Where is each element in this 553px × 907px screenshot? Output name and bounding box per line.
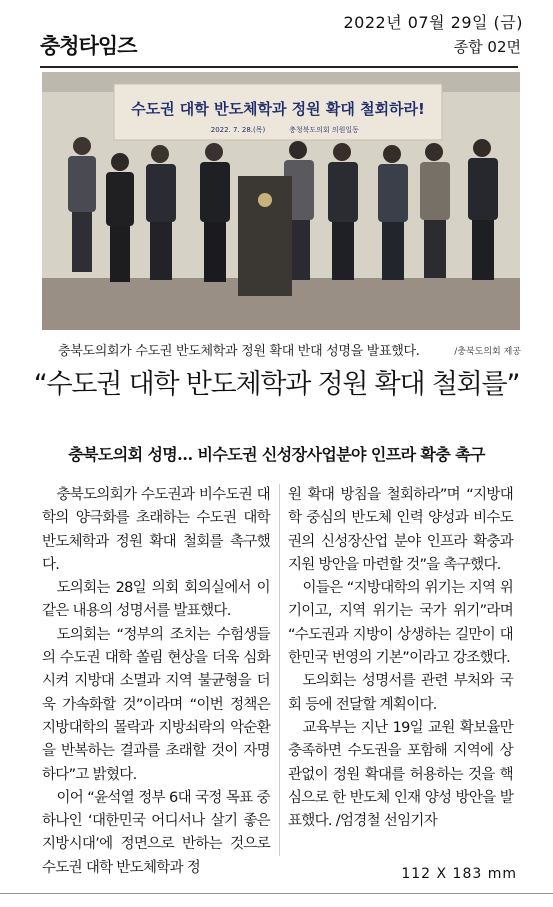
paragraph: 이들은 “지방대학의 위기는 지역 위기이고, 지역 위기는 국가 위기”라며 “수도권과 지방이 상생하는 길만이 대한민국 번영의 기본”이라고 강조했다. <box>288 580 513 667</box>
bottom-rule <box>0 893 553 894</box>
person <box>146 145 176 280</box>
photo-caption: 충북도의회가 수도권 반도체학과 정원 확대 반대 성명을 발표했다. <box>58 344 420 359</box>
banner-title: 수도권 대학 반도체학과 정원 확대 철회하라! <box>131 100 425 118</box>
paragraph-text: 교육부는 지난 19일 교원 확보율만 충족하면 수도권을 포함해 지역에 상관없이 정원 확대를 허용하는 것을 핵심으로 한 반도체 인재 양성 방안을 발표했다. <box>288 719 513 830</box>
person <box>68 137 96 272</box>
paragraph: 도의회는 성명서를 관련 부처와 국회 등에 전달할 계획이다. <box>288 673 513 713</box>
paragraph <box>288 717 513 833</box>
masthead-rule <box>40 66 518 68</box>
paragraph: 도의회는 “정부의 조치는 수험생들의 수도권 대학 쏠림 현상을 더욱 심화시켜 지방대 소멸과 지역 불균형을 더욱 가속화할 것”이라며 “이번 정책은 지방대학의 몰락과 지방쇠락의 악순환을 반복하는 결과를 초래할 것이 자명하다”고 밝혔다. <box>42 626 270 783</box>
publication-date: 2022년 07월 29일 (금) <box>343 13 523 32</box>
paragraph: 이어 “윤석열 정부 6대 국정 목표 중 하나인 ‘대한민국 어디서나 살기 좋은 지방시대’에 정면으로 반하는 것으로 수도권 대학 반도체학과 정 <box>42 789 270 876</box>
subheadline: 충북도의회 성명… 비수도권 신성장사업분야 인프라 확충 촉구 <box>68 445 485 464</box>
article-column-left <box>42 484 270 880</box>
newspaper-brand: 충청타임즈 <box>40 34 137 58</box>
byline: /엄경철 선임기자 <box>335 813 438 830</box>
banner-date: 2022. 7. 28.(목) <box>210 126 266 134</box>
person <box>468 139 498 280</box>
podium-emblem <box>258 193 272 207</box>
paragraph: 충북도의회가 수도권과 비수도권 대학의 양극화를 초래하는 수도권 대학 반도체학과 정원 확대 철회를 촉구했다. <box>42 487 270 573</box>
article-column-right <box>288 484 513 833</box>
person <box>328 143 358 280</box>
column-divider <box>279 484 280 856</box>
banner-org: 충청북도의회 의원일동 <box>289 126 359 134</box>
press-photo <box>42 72 520 330</box>
person <box>106 153 134 282</box>
page-number: 종합 02면 <box>453 38 521 56</box>
paragraph: 도의회는 28일 의회 회의실에서 이같은 내용의 성명서를 발표했다. <box>42 580 270 620</box>
photo-credit: /충북도의회 제공 <box>454 347 521 357</box>
clipping-size: 112 X 183 mm <box>401 866 517 882</box>
person <box>378 145 408 280</box>
person <box>420 143 450 278</box>
person <box>200 143 230 282</box>
headline: “수도권 대학 반도체학과 정원 확대 철회를” <box>33 369 520 400</box>
paragraph-continued: 원 확대 방침을 철회하라”며 “지방대학 중심의 반도체 인력 양성과 비수도권의 신성장산업 분야 인프라 확충과 지원 방안을 마련할 것”을 촉구했다. <box>288 487 513 573</box>
